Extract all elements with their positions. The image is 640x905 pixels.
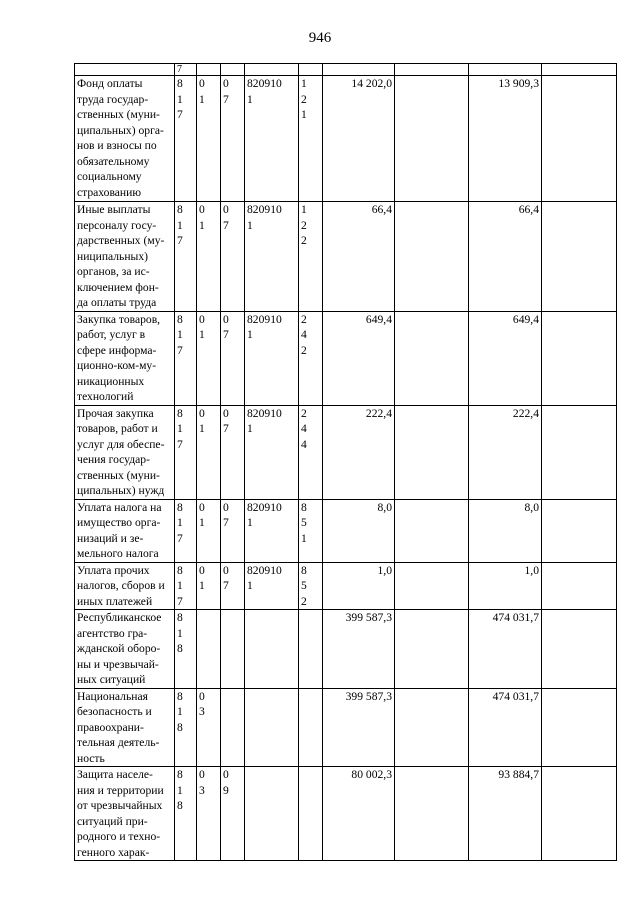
table-row — [75, 562, 617, 610]
row-name-line: генного харак- — [77, 845, 150, 859]
row-name-line: услуг для обеспе- — [77, 437, 165, 451]
row-name-line: налогов, сборов и — [77, 579, 165, 592]
row-name-line: ционно-ком-му- — [77, 359, 157, 372]
table-header-row — [75, 64, 617, 76]
table-row — [75, 499, 617, 562]
row-name-line: ных ситуаций — [77, 673, 146, 686]
row-name-cell — [75, 76, 175, 202]
empty-cell — [542, 76, 617, 202]
row-name-line: от чрезвычайных — [77, 799, 163, 812]
ministry-code-text: 8 1 8 — [177, 611, 183, 655]
row-name-line: чения государ- — [77, 453, 150, 466]
row-name-line: нов и взносы по — [77, 139, 157, 152]
subsection-code-text: 0 7 — [223, 312, 229, 341]
section-code-text: 0 1 — [199, 500, 205, 529]
amount-cell-1: 1,0 — [323, 562, 395, 610]
header-cell — [299, 64, 323, 76]
expense-type-code-cell — [299, 767, 323, 861]
amount-cell-1: 80 002,3 — [323, 767, 395, 861]
row-name-line: правоохрани- — [77, 720, 144, 734]
amount-cell-2: 1,0 — [469, 562, 542, 610]
expense-type-code-cell — [299, 76, 323, 202]
target-item-code-cell — [245, 610, 299, 689]
table-row — [75, 688, 617, 767]
header-cell-7: 7 — [175, 64, 197, 76]
row-name-line: мельного налога — [77, 547, 159, 560]
row-name-line: ственных (муни- — [77, 108, 160, 121]
ministry-code-cell — [175, 610, 197, 689]
table-row — [75, 405, 617, 499]
amount-cell-1: 66,4 — [323, 202, 395, 312]
subsection-code-text: 0 7 — [223, 563, 229, 592]
expense-type-code-cell — [299, 562, 323, 610]
row-name-line: страхованию — [77, 185, 141, 199]
section-code-cell — [197, 405, 221, 499]
row-name-line: Прочая закупка — [77, 406, 154, 420]
row-name-line: социальному — [77, 170, 142, 183]
target-item-code-text: 820910 1 — [247, 77, 282, 106]
section-code-cell — [197, 562, 221, 610]
row-name-line: ность — [77, 751, 105, 765]
amount-cell-1: 399 587,3 — [323, 610, 395, 689]
row-name-line: Республиканское — [77, 611, 162, 624]
row-name-line: Уплата прочих — [77, 563, 150, 577]
row-name-line: безопасность и — [77, 705, 152, 718]
row-name-cell — [75, 688, 175, 767]
amount-cell-1: 222,4 — [323, 405, 395, 499]
target-item-code-cell — [245, 405, 299, 499]
empty-cell — [395, 610, 469, 689]
amount-cell-1: 8,0 — [323, 499, 395, 562]
header-cell — [221, 64, 245, 76]
row-name-line: ципальных) орга- — [77, 123, 164, 137]
section-code-text: 0 3 — [199, 768, 205, 797]
row-name-line: ны и чрезвычай- — [77, 657, 159, 671]
expense-type-code-cell — [299, 405, 323, 499]
row-name-line: ственных (муни- — [77, 468, 160, 482]
target-item-code-text: 820910 1 — [247, 203, 282, 232]
subsection-code-text: 0 7 — [223, 77, 229, 106]
empty-cell — [395, 767, 469, 861]
expense-type-code-cell — [299, 688, 323, 767]
empty-cell — [542, 562, 617, 610]
ministry-code-cell — [175, 311, 197, 405]
row-name-line: персоналу госу- — [77, 218, 157, 232]
row-name-line: ситуаций при- — [77, 814, 148, 828]
target-item-code-cell — [245, 767, 299, 861]
ministry-code-text: 8 1 7 — [177, 406, 183, 451]
row-name-line: обязательному — [77, 154, 150, 168]
row-name-line: Иные выплаты — [77, 203, 151, 216]
subsection-code-cell — [221, 202, 245, 312]
row-name-line: дарственных (му- — [77, 234, 165, 247]
row-name-line: Фонд оплаты — [77, 77, 143, 90]
target-item-code-text: 820910 1 — [247, 406, 282, 435]
row-name-line: ципальных) нужд — [77, 484, 165, 497]
empty-cell — [395, 499, 469, 562]
header-cell — [323, 64, 395, 76]
empty-cell — [542, 405, 617, 499]
subsection-code-cell — [221, 562, 245, 610]
subsection-code-cell — [221, 688, 245, 767]
row-name-line: ния и территории — [77, 783, 164, 797]
row-name-line: Закупка товаров, — [77, 312, 161, 326]
amount-cell-2: 66,4 — [469, 202, 542, 312]
empty-cell — [542, 610, 617, 689]
row-name-cell — [75, 405, 175, 499]
section-code-cell — [197, 76, 221, 202]
expense-type-code-text: 2 4 4 — [301, 406, 307, 451]
target-item-code-cell — [245, 311, 299, 405]
row-name-line: сфере информа- — [77, 343, 157, 357]
row-name-cell — [75, 562, 175, 610]
empty-cell — [542, 311, 617, 405]
amount-cell-2: 222,4 — [469, 405, 542, 499]
row-name-cell — [75, 202, 175, 312]
row-name-line: Национальная — [77, 689, 148, 703]
row-name-line: работ, услуг в — [77, 328, 146, 341]
row-name-line: органов, за ис- — [77, 265, 150, 278]
section-code-text: 0 3 — [199, 689, 205, 718]
target-item-code-text: 820910 1 — [247, 500, 282, 529]
amount-cell-1: 14 202,0 — [323, 76, 395, 202]
header-cell — [197, 64, 221, 76]
row-name-line: иных платежей — [77, 594, 153, 608]
empty-cell — [542, 202, 617, 312]
subsection-code-cell — [221, 405, 245, 499]
ministry-code-text: 8 1 7 — [177, 77, 183, 121]
subsection-code-text: 0 7 — [223, 406, 229, 435]
ministry-code-cell — [175, 76, 197, 202]
ministry-code-cell — [175, 405, 197, 499]
ministry-code-cell — [175, 499, 197, 562]
target-item-code-cell — [245, 562, 299, 610]
ministry-code-cell — [175, 688, 197, 767]
section-code-cell — [197, 767, 221, 861]
subsection-code-text: 0 9 — [223, 768, 229, 797]
target-item-code-text: 820910 1 — [247, 563, 282, 592]
expense-type-code-cell — [299, 202, 323, 312]
row-name-cell — [75, 767, 175, 861]
section-code-cell — [197, 311, 221, 405]
table-row — [75, 202, 617, 312]
row-name-line: жданской оборо- — [77, 642, 161, 655]
amount-cell-2: 474 031,7 — [469, 610, 542, 689]
subsection-code-cell — [221, 610, 245, 689]
section-code-text: 0 1 — [199, 406, 205, 435]
expense-type-code-cell — [299, 311, 323, 405]
section-code-cell — [197, 202, 221, 312]
ministry-code-text: 8 1 8 — [177, 768, 183, 812]
table-row — [75, 76, 617, 202]
target-item-code-cell — [245, 688, 299, 767]
amount-cell-1: 399 587,3 — [323, 688, 395, 767]
section-code-text: 0 1 — [199, 203, 205, 232]
empty-cell — [542, 767, 617, 861]
ministry-code-text: 8 1 7 — [177, 312, 183, 357]
row-name-line: имущество орга- — [77, 516, 161, 529]
header-cell — [395, 64, 469, 76]
section-code-text: 0 1 — [199, 77, 205, 106]
section-code-text: 0 1 — [199, 312, 205, 341]
target-item-code-cell — [245, 499, 299, 562]
table-row — [75, 767, 617, 861]
subsection-code-cell — [221, 311, 245, 405]
row-name-line: ключением фон- — [77, 280, 159, 294]
empty-cell — [395, 76, 469, 202]
row-name-line: ниципальных) — [77, 249, 148, 263]
empty-cell — [395, 311, 469, 405]
row-name-cell — [75, 311, 175, 405]
amount-cell-2: 649,4 — [469, 311, 542, 405]
page-number: 946 — [308, 30, 332, 46]
table-row — [75, 311, 617, 405]
subsection-code-text: 0 7 — [223, 500, 229, 529]
ministry-code-text: 8 1 7 — [177, 203, 183, 247]
row-name-line: труда государ- — [77, 92, 149, 106]
row-name-line: технологий — [77, 390, 134, 403]
section-code-cell — [197, 688, 221, 767]
row-name-line: низаций и зе- — [77, 531, 144, 545]
row-name-line: агентство гра- — [77, 626, 148, 640]
header-cell — [542, 64, 617, 76]
amount-cell-1: 649,4 — [323, 311, 395, 405]
row-name-line: тельная деятель- — [77, 736, 160, 749]
row-name-cell — [75, 610, 175, 689]
expense-type-code-text: 8 5 2 — [301, 563, 307, 608]
ministry-code-text: 8 1 8 — [177, 689, 183, 734]
amount-cell-2: 13 909,3 — [469, 76, 542, 202]
row-name-line: никационных — [77, 374, 145, 388]
budget-table — [74, 63, 617, 861]
row-name-cell — [75, 499, 175, 562]
expense-type-code-cell — [299, 610, 323, 689]
target-item-code-cell — [245, 76, 299, 202]
empty-cell — [542, 499, 617, 562]
expense-type-code-cell — [299, 499, 323, 562]
empty-cell — [542, 688, 617, 767]
empty-cell — [395, 202, 469, 312]
empty-cell — [395, 562, 469, 610]
expense-type-code-text: 1 2 1 — [301, 77, 307, 121]
target-item-code-cell — [245, 202, 299, 312]
amount-cell-2: 474 031,7 — [469, 688, 542, 767]
section-code-text: 0 1 — [199, 563, 205, 592]
expense-type-code-text: 8 5 1 — [301, 500, 307, 545]
section-code-cell — [197, 499, 221, 562]
row-name-line: Защита населе- — [77, 768, 153, 781]
subsection-code-cell — [221, 767, 245, 861]
section-code-cell — [197, 610, 221, 689]
ministry-code-cell — [175, 202, 197, 312]
row-name-line: товаров, работ и — [77, 422, 158, 435]
subsection-code-cell — [221, 76, 245, 202]
row-name-line: Уплата налога на — [77, 500, 162, 514]
header-cell — [75, 64, 175, 76]
ministry-code-text: 8 1 7 — [177, 563, 183, 608]
subsection-code-cell — [221, 499, 245, 562]
header-cell — [469, 64, 542, 76]
header-cell — [245, 64, 299, 76]
empty-cell — [395, 405, 469, 499]
expense-type-code-text: 2 4 2 — [301, 312, 307, 357]
ministry-code-text: 8 1 7 — [177, 500, 183, 545]
target-item-code-text: 820910 1 — [247, 312, 282, 341]
table-row — [75, 610, 617, 689]
empty-cell — [395, 688, 469, 767]
ministry-code-cell — [175, 562, 197, 610]
row-name-line: родного и техно- — [77, 830, 161, 843]
row-name-line: да оплаты труда — [77, 296, 157, 309]
amount-cell-2: 8,0 — [469, 499, 542, 562]
ministry-code-cell — [175, 767, 197, 861]
subsection-code-text: 0 7 — [223, 203, 229, 232]
amount-cell-2: 93 884,7 — [469, 767, 542, 861]
expense-type-code-text: 1 2 2 — [301, 203, 307, 247]
